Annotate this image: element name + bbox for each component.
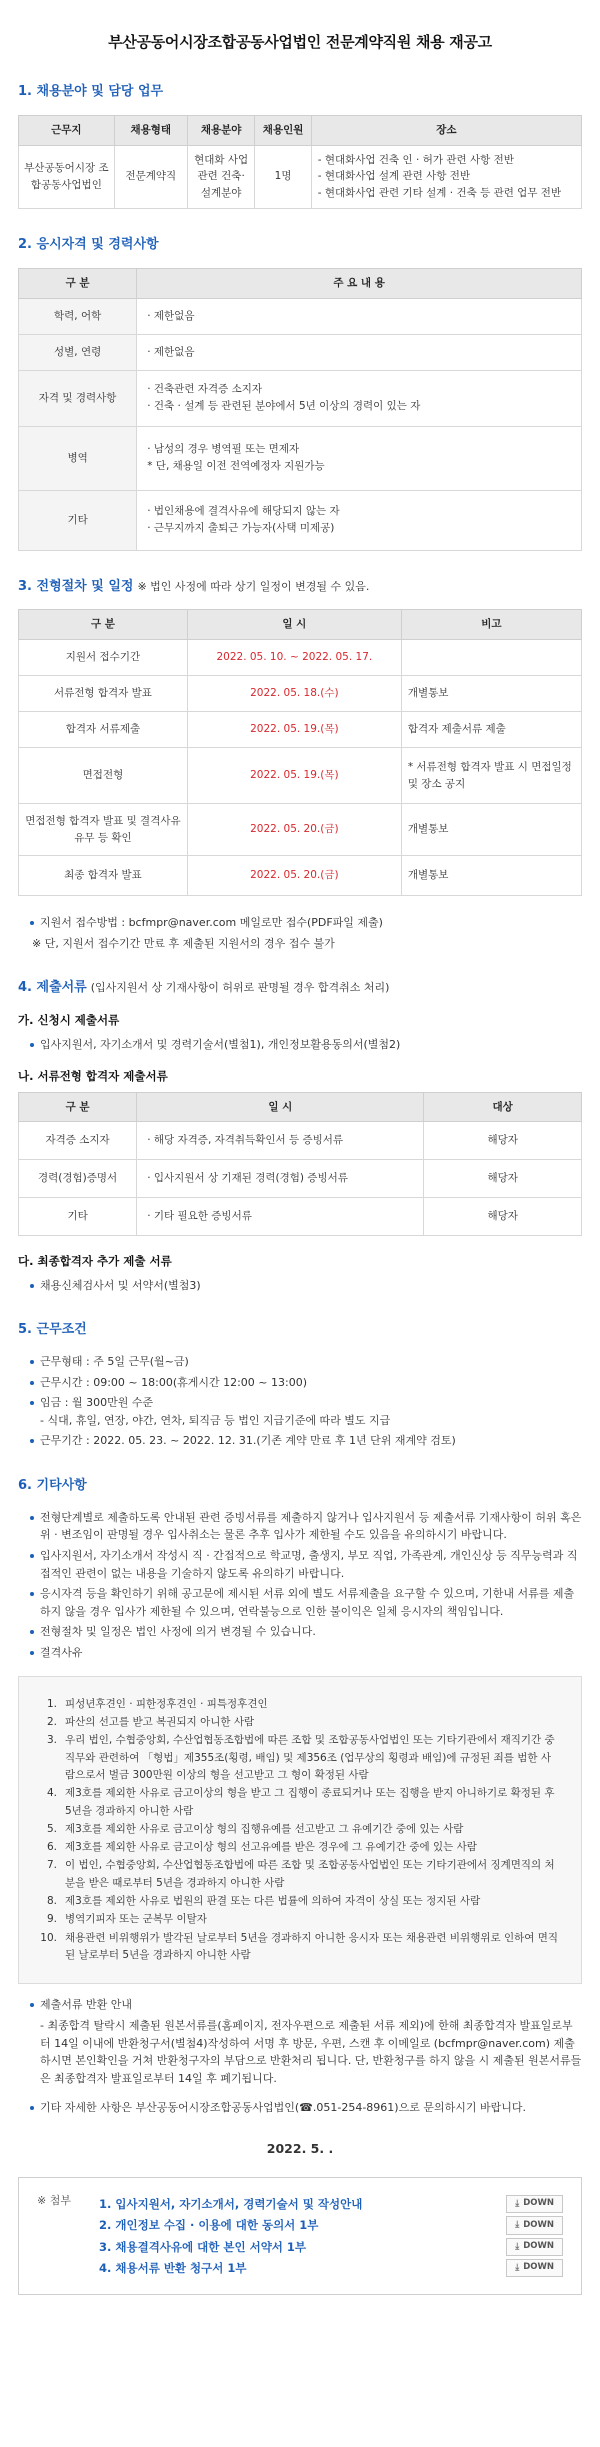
table-row xyxy=(19,1160,582,1198)
row-content xyxy=(137,426,582,490)
list-item: 전형절차 및 일정은 법인 사정에 의거 변경될 수 있습니다. xyxy=(30,1623,582,1641)
list-item: 입사지원서, 자기소개서 및 경력기술서(별첨1), 개인정보활용동의서(별첨2) xyxy=(30,1036,582,1054)
schedule-table xyxy=(18,609,582,896)
cell-duties xyxy=(311,145,581,208)
row-content xyxy=(137,370,582,426)
col-header: 일 시 xyxy=(137,1092,424,1122)
col-header: 구 분 xyxy=(19,610,188,640)
list-item: 9. 병역기피자 또는 군복무 이탈자 xyxy=(46,1913,207,1926)
list-item: 5. 제3호를 제외한 사유로 금고이상 형의 집행유예를 선고받고 그 유예기간 중에 있는 사람 xyxy=(46,1822,464,1835)
subsection-c-title: 다. 최종합격자 추가 제출 서류 xyxy=(18,1254,172,1269)
qualification-table xyxy=(18,268,582,551)
table-row xyxy=(19,426,582,490)
list-item: 근무기간 : 2022. 05. 23. ~ 2022. 12. 31.(기존 계약 만료 후 1년 단위 재계약 검토) xyxy=(30,1432,582,1450)
table-row xyxy=(19,1122,582,1160)
content-line: * 단, 채용일 이전 전역예정자 지원가능 xyxy=(147,460,325,473)
attachment-item xyxy=(99,2195,563,2213)
duty-line: - 현대화사업 건축 인 · 허가 관련 사항 전반 xyxy=(317,153,514,166)
row-content: · 제한없음 xyxy=(137,334,582,370)
download-button[interactable]: ⤓ DOWN xyxy=(506,2216,563,2234)
subsection-a-list xyxy=(18,1036,582,1054)
section-1-heading: 1. 채용분야 및 담당 업무 xyxy=(18,84,164,99)
schedule-date: 2022. 05. 20.(금) xyxy=(187,804,401,856)
table-row xyxy=(19,712,582,748)
table-row xyxy=(19,145,582,208)
download-icon: ⤓ xyxy=(515,2241,520,2252)
download-button[interactable]: ⤓ DOWN xyxy=(506,2195,563,2213)
schedule-date: 2022. 05. 19.(목) xyxy=(187,748,401,804)
list-item: 1. 피성년후견인 · 피한정후견인 · 피특정후견인 xyxy=(46,1697,268,1710)
list-item: 6. 제3호를 제외한 사유로 금고이상 형의 선고유예를 받은 경우에 그 유예기간 중에 있는 사람 xyxy=(46,1841,477,1854)
table-row xyxy=(19,804,582,856)
section-3-note: ※ 법인 사정에 따라 상기 일정이 변경될 수 있음. xyxy=(137,579,370,593)
schedule-remark: 합격자 제출서류 제출 xyxy=(401,712,581,748)
documents-table xyxy=(18,1092,582,1237)
col-header: 일 시 xyxy=(187,610,401,640)
row-content: · 제한없음 xyxy=(137,298,582,334)
schedule-label: 서류전형 합격자 발표 xyxy=(19,676,188,712)
cell-place: 부산공동어시장 조합공동사업법인 xyxy=(19,145,115,208)
download-button[interactable]: ⤓ DOWN xyxy=(506,2259,563,2277)
duty-line: - 현대화사업 관련 기타 설계 · 건축 등 관련 업무 전반 xyxy=(317,187,562,200)
section-3-title: 3. 전형절차 및 일정 xyxy=(18,578,134,594)
doc-label: 기타 xyxy=(19,1198,137,1236)
row-label: 성별, 연령 xyxy=(19,334,137,370)
content-line: · 건축관련 자격증 소지자 xyxy=(147,383,262,396)
attachment-item xyxy=(99,2259,563,2277)
table-row xyxy=(19,856,582,896)
col-header: 근무지 xyxy=(19,115,115,145)
schedule-label: 면접전형 xyxy=(19,748,188,804)
content-line: · 법인채용에 결격사유에 해당되지 않는 자 xyxy=(147,505,340,518)
schedule-remark: 개별통보 xyxy=(401,856,581,896)
return-notice-list xyxy=(18,1996,582,2014)
section-4-heading xyxy=(18,978,582,999)
list-item: 10. 채용관련 비위행위가 발각된 날로부터 5년을 경과하지 아니한 응시자 또는 채용관련 비위행위로 인하여 면직된 날로부터 5년을 경과하지 아니한 사람 xyxy=(40,1931,559,1961)
list-item xyxy=(30,1394,582,1429)
attachment-item xyxy=(99,2216,563,2234)
schedule-remark: 개별통보 xyxy=(401,804,581,856)
subsection-a-title: 가. 신청시 제출서류 xyxy=(18,1013,120,1028)
attachments-box xyxy=(18,2177,582,2296)
content-line: · 근무지까지 출퇴근 가능자(사택 미제공) xyxy=(147,522,335,535)
list-item: 7. 이 법인, 수협중앙회, 수산업협동조합법에 따른 조합 및 조합공동사업법인 또는 기타기관에서 징계면직의 처분을 받은 때로부터 5년을 경과하지 아니한 사람 xyxy=(46,1859,555,1889)
list-item: 응시자격 등을 확인하기 위해 공고문에 제시된 서류 외에 별도 서류제출을 요구할 수 있으며, 기한내 서류를 제출하지 않을 경우 입사가 제한될 수 있으며, 연락불능으로 인한 불이익은 일체 응시자의 책임입니다. xyxy=(30,1585,582,1620)
col-header: 주 요 내 용 xyxy=(137,268,582,298)
table-row xyxy=(19,490,582,550)
list-item: 8. 제3호를 제외한 사유로 법원의 판결 또는 다른 법률에 의하여 자격이 상실 또는 정지된 사람 xyxy=(46,1895,481,1908)
section-6-heading: 6. 기타사항 xyxy=(18,1478,87,1494)
section-3-heading xyxy=(18,577,582,598)
col-header: 구 분 xyxy=(19,1092,137,1122)
cell-type: 전문계약직 xyxy=(114,145,187,208)
recruit-field-table xyxy=(18,115,582,209)
schedule-date: 2022. 05. 19.(목) xyxy=(187,712,401,748)
apply-method-list xyxy=(18,914,582,932)
page-title: 부산공동어시장조합공동사업법인 전문계약직원 채용 재공고 xyxy=(108,33,492,51)
apply-method-note: ※ 단, 지원서 접수기간 만료 후 제출된 지원서의 경우 접수 불가 xyxy=(32,936,335,950)
download-icon: ⤓ xyxy=(515,2198,520,2209)
list-item: 입사지원서, 자기소개서 작성시 직 · 간접적으로 학교명, 출생지, 부모 직업, 가족관계, 개인신상 등 직무능력과 직접적인 관련이 없는 내용을 기술하지 않도록 유의하기 바랍니다. xyxy=(30,1547,582,1582)
schedule-label: 최종 합격자 발표 xyxy=(19,856,188,896)
list-item: 결격사유 xyxy=(30,1644,582,1662)
list-item: 채용신체검사서 및 서약서(별첨3) xyxy=(30,1277,582,1295)
doc-target: 해당자 xyxy=(424,1160,582,1198)
apply-method: 지원서 접수방법 : bcfmpr@naver.com 메일로만 접수(PDF파일 제출) xyxy=(30,914,582,932)
list-item: 전형단계별로 제출하도록 안내된 관련 증빙서류를 제출하지 않거나 입사지원서 등 제출서류 기재사항이 허위 혹은 위 · 변조임이 판명될 경우 입사취소는 물론 추후 입사가 제한될 수도 있음을 유의하시기 바랍니다. xyxy=(30,1509,582,1544)
col-header: 장소 xyxy=(311,115,581,145)
download-icon: ⤓ xyxy=(515,2220,520,2231)
doc-desc: · 기타 필요한 증빙서류 xyxy=(137,1198,424,1236)
attachment-title: 1. 입사지원서, 자기소개서, 경력기술서 및 작성안내 xyxy=(99,2196,363,2211)
duty-line: - 현대화사업 설계 관련 사항 전반 xyxy=(317,170,471,183)
schedule-label: 합격자 서류제출 xyxy=(19,712,188,748)
disqualification-box xyxy=(18,1676,582,1985)
content-line: · 남성의 경우 병역필 또는 면제자 xyxy=(147,443,300,456)
section-4-note: (입사지원서 상 기재사항이 허위로 판명될 경우 합격취소 처리) xyxy=(90,981,390,995)
attachments-list xyxy=(99,2192,563,2281)
table-row xyxy=(19,334,582,370)
attachments-label: ※ 첨부 xyxy=(37,2193,71,2207)
cell-field: 현대화 사업관련 건축· 설계분야 xyxy=(187,145,255,208)
return-title: 제출서류 반환 안내 xyxy=(30,1996,582,2014)
section-5-heading: 5. 근무조건 xyxy=(18,1322,87,1338)
attachment-title: 4. 채용서류 반환 청구서 1부 xyxy=(99,2261,247,2276)
table-row xyxy=(19,748,582,804)
cell-count: 1명 xyxy=(255,145,311,208)
doc-desc: · 해당 자격증, 자격취득확인서 등 증빙서류 xyxy=(137,1122,424,1160)
contact-list xyxy=(18,2099,582,2117)
subsection-b-title: 나. 서류전형 합격자 제출서류 xyxy=(18,1069,168,1084)
download-button[interactable]: ⤓ DOWN xyxy=(506,2238,563,2256)
doc-desc: · 입사지원서 상 기재된 경력(경험) 증빙서류 xyxy=(137,1160,424,1198)
notice-date: 2022. 5. . xyxy=(266,2140,334,2156)
contact-text: 기타 자세한 사항은 부산공동어시장조합공동사업법인(☎.051-254-8961)으로 문의하시기 바랍니다. xyxy=(30,2099,582,2117)
attachment-item xyxy=(99,2238,563,2256)
row-label: 자격 및 경력사항 xyxy=(19,370,137,426)
disqualification-list xyxy=(35,1696,559,1965)
row-content xyxy=(137,490,582,550)
col-header: 구 분 xyxy=(19,268,137,298)
download-icon: ⤓ xyxy=(515,2263,520,2274)
list-item: 2. 파산의 선고를 받고 복권되지 아니한 사람 xyxy=(46,1715,255,1728)
attachment-title: 2. 개인정보 수집 · 이용에 대한 동의서 1부 xyxy=(99,2218,319,2233)
return-text: - 최종합격 탈락시 제출된 원본서류를(홈페이지, 전자우편으로 제출된 서류 제외)에 한해 최종합격자 발표일로부터 14일 이내에 반환청구서(별첨4)작성하여 서명 후 방문, 우편, 스캔 후 이메일로 (bcfmpr@naver.com) 제출하시면 본인확인을 거쳐 반환청구자의 부담으로 반환처리 됩니다. 단, 반환청구를 하지 않을 시 제출된 원본서류들은 최종합격자 발표일로부터 14일 후 폐기됩니다. xyxy=(40,2018,582,2085)
row-label: 기타 xyxy=(19,490,137,550)
schedule-remark: * 서류전형 합격자 발표 시 면접일정 및 장소 공지 xyxy=(401,748,581,804)
table-row xyxy=(19,676,582,712)
schedule-label: 면접전형 합격자 발표 및 결격사유 유무 등 확인 xyxy=(19,804,188,856)
pay-note: - 식대, 휴일, 연장, 야간, 연차, 퇴직금 등 법인 지급기준에 따라 별도 지급 xyxy=(40,1413,391,1427)
schedule-label: 지원서 접수기간 xyxy=(19,640,188,676)
list-item: 근무시간 : 09:00 ~ 18:00(휴게시간 12:00 ~ 13:00) xyxy=(30,1374,582,1392)
col-header: 채용인원 xyxy=(255,115,311,145)
other-notes-list xyxy=(18,1509,582,1662)
doc-target: 해당자 xyxy=(424,1122,582,1160)
schedule-date: 2022. 05. 20.(금) xyxy=(187,856,401,896)
table-row xyxy=(19,298,582,334)
col-header: 비고 xyxy=(401,610,581,640)
schedule-date: 2022. 05. 10. ~ 2022. 05. 17. xyxy=(187,640,401,676)
row-label: 병역 xyxy=(19,426,137,490)
list-item: 4. 제3호를 제외한 사유로 금고이상의 형을 받고 그 집행이 종료되거나 또는 집행을 받지 아니하기로 확정된 후 5년을 경과하지 아니한 사람 xyxy=(46,1787,555,1817)
col-header: 대상 xyxy=(424,1092,582,1122)
table-row xyxy=(19,1198,582,1236)
section-4-title: 4. 제출서류 xyxy=(18,980,87,996)
pay-text: 임금 : 월 300만원 수준 xyxy=(40,1396,154,1410)
attachment-title: 3. 채용결격사유에 대한 본인 서약서 1부 xyxy=(99,2239,307,2254)
list-item: 3. 우리 법인, 수협중앙회, 수산업협동조합법에 따른 조합 및 조합공동사업법인 또는 기타기관에서 재직기간 중 직무와 관련하여 「형법」제355조(횡령, 배임) 및 제356조 (업무상의 횡령과 배임)에 규정된 죄를 범한 사람으로서 벌금 300만원 이상의 형을 선고받고 그 형이 확정된 사람 xyxy=(46,1734,555,1781)
row-label: 학력, 어학 xyxy=(19,298,137,334)
doc-label: 경력(경험)증명서 xyxy=(19,1160,137,1198)
schedule-date: 2022. 05. 18.(수) xyxy=(187,676,401,712)
doc-label: 자격증 소지자 xyxy=(19,1122,137,1160)
subsection-c-list xyxy=(18,1277,582,1295)
table-row xyxy=(19,370,582,426)
list-item: 근무형태 : 주 5일 근무(월~금) xyxy=(30,1353,582,1371)
schedule-remark: 개별통보 xyxy=(401,676,581,712)
table-row xyxy=(19,640,582,676)
section-2-heading: 2. 응시자격 및 경력사항 xyxy=(18,236,159,252)
schedule-remark xyxy=(401,640,581,676)
content-line: · 건축 · 설계 등 관련된 분야에서 5년 이상의 경력이 있는 자 xyxy=(147,400,421,413)
col-header: 채용분야 xyxy=(187,115,255,145)
work-conditions-list xyxy=(18,1353,582,1450)
doc-target: 해당자 xyxy=(424,1198,582,1236)
col-header: 채용형태 xyxy=(114,115,187,145)
